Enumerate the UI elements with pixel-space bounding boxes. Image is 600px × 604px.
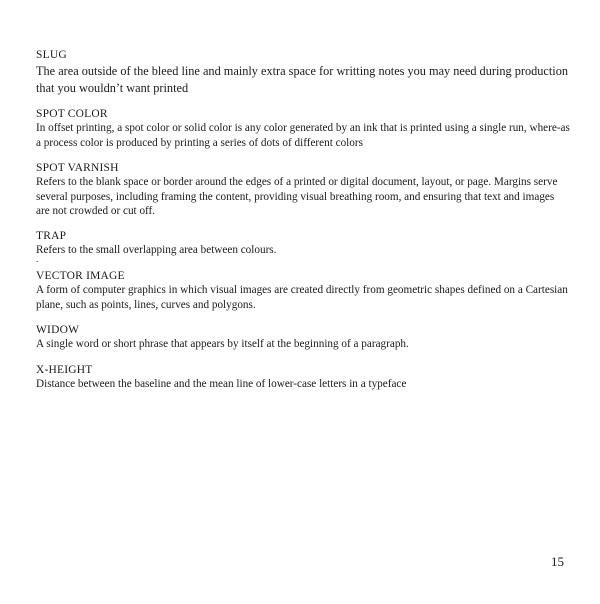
glossary-entry-spot-color bbox=[36, 107, 570, 150]
glossary-term: VECTOR IMAGE bbox=[36, 270, 125, 282]
glossary-entry-vector-image bbox=[36, 269, 570, 312]
glossary-definition: The area outside of the bleed line and mainly extra space for writting notes you may need during production that you wouldn’t want printed bbox=[36, 64, 569, 95]
glossary-definition: A single word or short phrase that appears by itself at the beginning of a paragraph. bbox=[36, 338, 409, 350]
stray-period-mark: . bbox=[36, 254, 39, 264]
glossary-definition: Distance between the baseline and the mean line of lower-case letters in a typeface bbox=[36, 378, 407, 390]
glossary-entry-spot-varnish bbox=[36, 161, 570, 219]
glossary-entry-x-height bbox=[36, 363, 570, 392]
glossary-definition: A form of computer graphics in which visual images are created directly from geometric shapes defined on a Cartesian plane, such as points, lines, curves and polygons. bbox=[36, 284, 568, 311]
glossary-term: SPOT VARNISH bbox=[36, 162, 119, 174]
glossary-definition: Refers to the blank space or border around the edges of a printed or digital document, layout, or page. Margins serve several purposes, including framing the content, providing visual breathing room, and ensuring that text and images are not crowded or cut off. bbox=[36, 176, 558, 217]
glossary-entry-widow bbox=[36, 323, 570, 352]
glossary-definition: Refers to the small overlapping area between colours. bbox=[36, 244, 277, 256]
glossary-definition: In offset printing, a spot color or solid color is any color generated by an ink that is printed using a single run, where-as a process color is produced by printing a series of dots of different colors bbox=[36, 122, 570, 149]
page-number: 15 bbox=[551, 554, 564, 569]
glossary-term: SLUG bbox=[36, 49, 67, 61]
glossary-entry-trap bbox=[36, 229, 570, 258]
glossary-term: TRAP bbox=[36, 230, 67, 242]
glossary-term: X-HEIGHT bbox=[36, 364, 93, 376]
glossary-term: WIDOW bbox=[36, 324, 80, 336]
glossary-term: SPOT COLOR bbox=[36, 108, 108, 120]
glossary-entry-slug bbox=[36, 48, 570, 97]
